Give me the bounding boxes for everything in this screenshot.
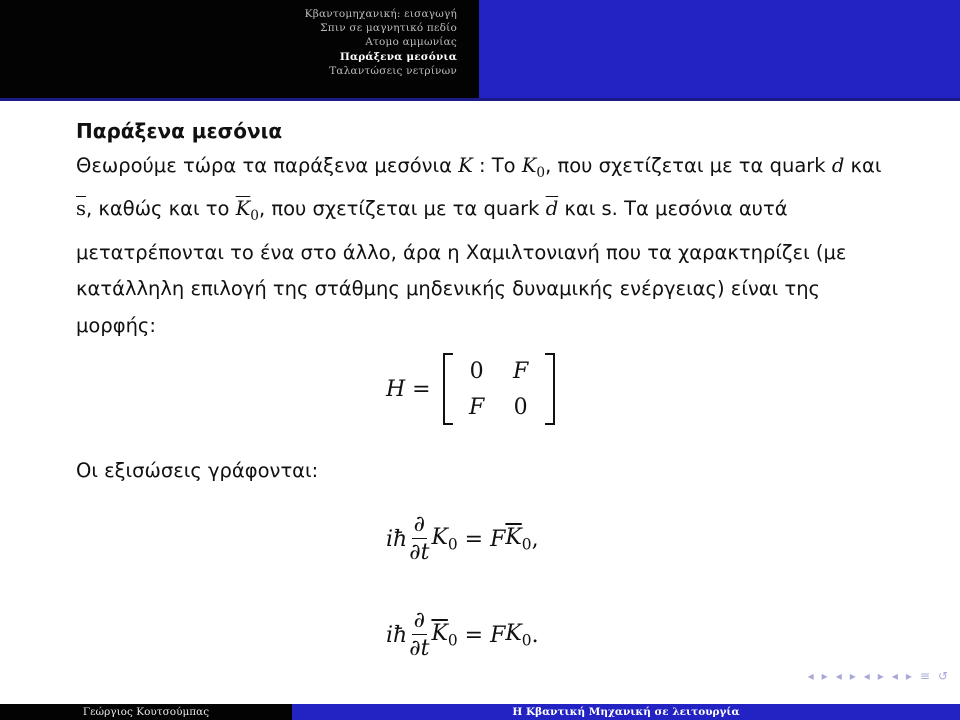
para-text-4: και	[844, 154, 882, 177]
matrix-cell-12: F	[512, 358, 529, 384]
nav-section-3[interactable]: Ατομο αμμωνίας	[365, 36, 457, 49]
nav-prev-slide-icon[interactable]: ◂	[891, 669, 898, 683]
nav-next-frame-icon[interactable]: ▸	[821, 669, 828, 683]
hamiltonian-matrix-equation	[386, 351, 555, 427]
beamer-navigation-symbols	[808, 669, 948, 683]
math-K0bar: $\overline{K}_0$	[235, 197, 259, 225]
eq1-rhs: $\overline{K}_0$	[505, 525, 532, 554]
frame-content	[76, 114, 896, 344]
nav-prev-section-icon[interactable]: ◂	[863, 669, 870, 683]
para-text-5: , καθώς και το	[86, 197, 236, 221]
para-text-7: και s. Τα μεσόνια αυτά μετατρέπονται το ένα στο άλλο, άρα η Χαμιλτονιανή που τα χαρακτηρίζει (με κατάλληλη επιλογή της στάθμης μηδενικής δυναμικής ενέργειας) είναι της μορφής:	[76, 197, 847, 337]
eq2-derivative: $\frac{\partial}{\partial t}$	[409, 608, 430, 661]
nav-prev-frame-icon[interactable]: ◂	[807, 669, 814, 683]
footer-author: Γεώργιος Κουτσούμπας	[0, 704, 292, 720]
nav-section-5[interactable]: Ταλαντώσεις νετρίνων	[329, 64, 457, 77]
intro-paragraph	[76, 148, 896, 344]
eq2-equals: = F	[457, 623, 506, 648]
equation-2	[386, 608, 539, 663]
nav-section-1[interactable]: Κβαντομηχανική: εισαγωγή	[304, 8, 457, 20]
eq2-punct: .	[531, 623, 539, 648]
eq1-lhs: $K_0$	[431, 525, 458, 554]
matrix-lhs: H =	[386, 376, 431, 402]
math-K0: $K_0$	[521, 154, 546, 181]
nav-prev-subsection-icon[interactable]: ◂	[835, 669, 842, 683]
eq2-prefix: iħ	[386, 623, 408, 648]
math-sbar: $\overline{s}$	[76, 197, 87, 221]
para-text-3: , που σχετίζεται με τα quark	[545, 154, 832, 177]
nav-section-4-active[interactable]: Παράξενα μεσόνια	[339, 50, 457, 63]
footer-title: Η Κβαντική Μηχανική σε λειτουργία	[292, 704, 960, 720]
matrix-cell-22: 0	[513, 394, 528, 420]
eq2-lhs: $\overline{K}_0$	[431, 621, 458, 650]
para-text-1: Θεωρούμε τώρα τα παράξενα μεσόνια	[76, 154, 459, 177]
eq1-punct: ,	[531, 527, 539, 552]
matrix-cell-11: 0	[469, 358, 484, 384]
math-dbar: $\overline{d}$	[545, 197, 559, 221]
matrix-cell-21: F	[468, 394, 485, 420]
equations-intro: Οι εξισώσεις γράφονται:	[76, 459, 319, 482]
matrix	[443, 353, 555, 425]
nav-back-icon[interactable]: ↺	[937, 669, 948, 683]
frame-title: Παράξενα μεσόνια	[76, 119, 283, 143]
nav-next-slide-icon[interactable]: ▸	[905, 669, 912, 683]
eq2-rhs: $K_0$	[505, 621, 532, 650]
nav-next-subsection-icon[interactable]: ▸	[849, 669, 856, 683]
para-text-2: : Το	[472, 154, 522, 177]
eq1-equals: = F	[457, 527, 506, 552]
header-section-nav	[0, 0, 479, 98]
nav-toc-icon[interactable]: ≡	[919, 669, 930, 683]
math-K: K	[458, 154, 473, 177]
para-text-6: , που σχετίζεται με τα quark	[258, 197, 546, 221]
header-divider	[0, 98, 960, 101]
eq1-prefix: iħ	[386, 527, 408, 552]
eq1-derivative: $\frac{\partial}{\partial t}$	[409, 512, 430, 565]
nav-next-section-icon[interactable]: ▸	[877, 669, 884, 683]
nav-section-2[interactable]: Σπιν σε μαγνητικό πεδίο	[320, 22, 457, 35]
math-d: d	[831, 154, 845, 177]
equation-1	[386, 512, 539, 567]
header-right-panel	[479, 0, 960, 98]
